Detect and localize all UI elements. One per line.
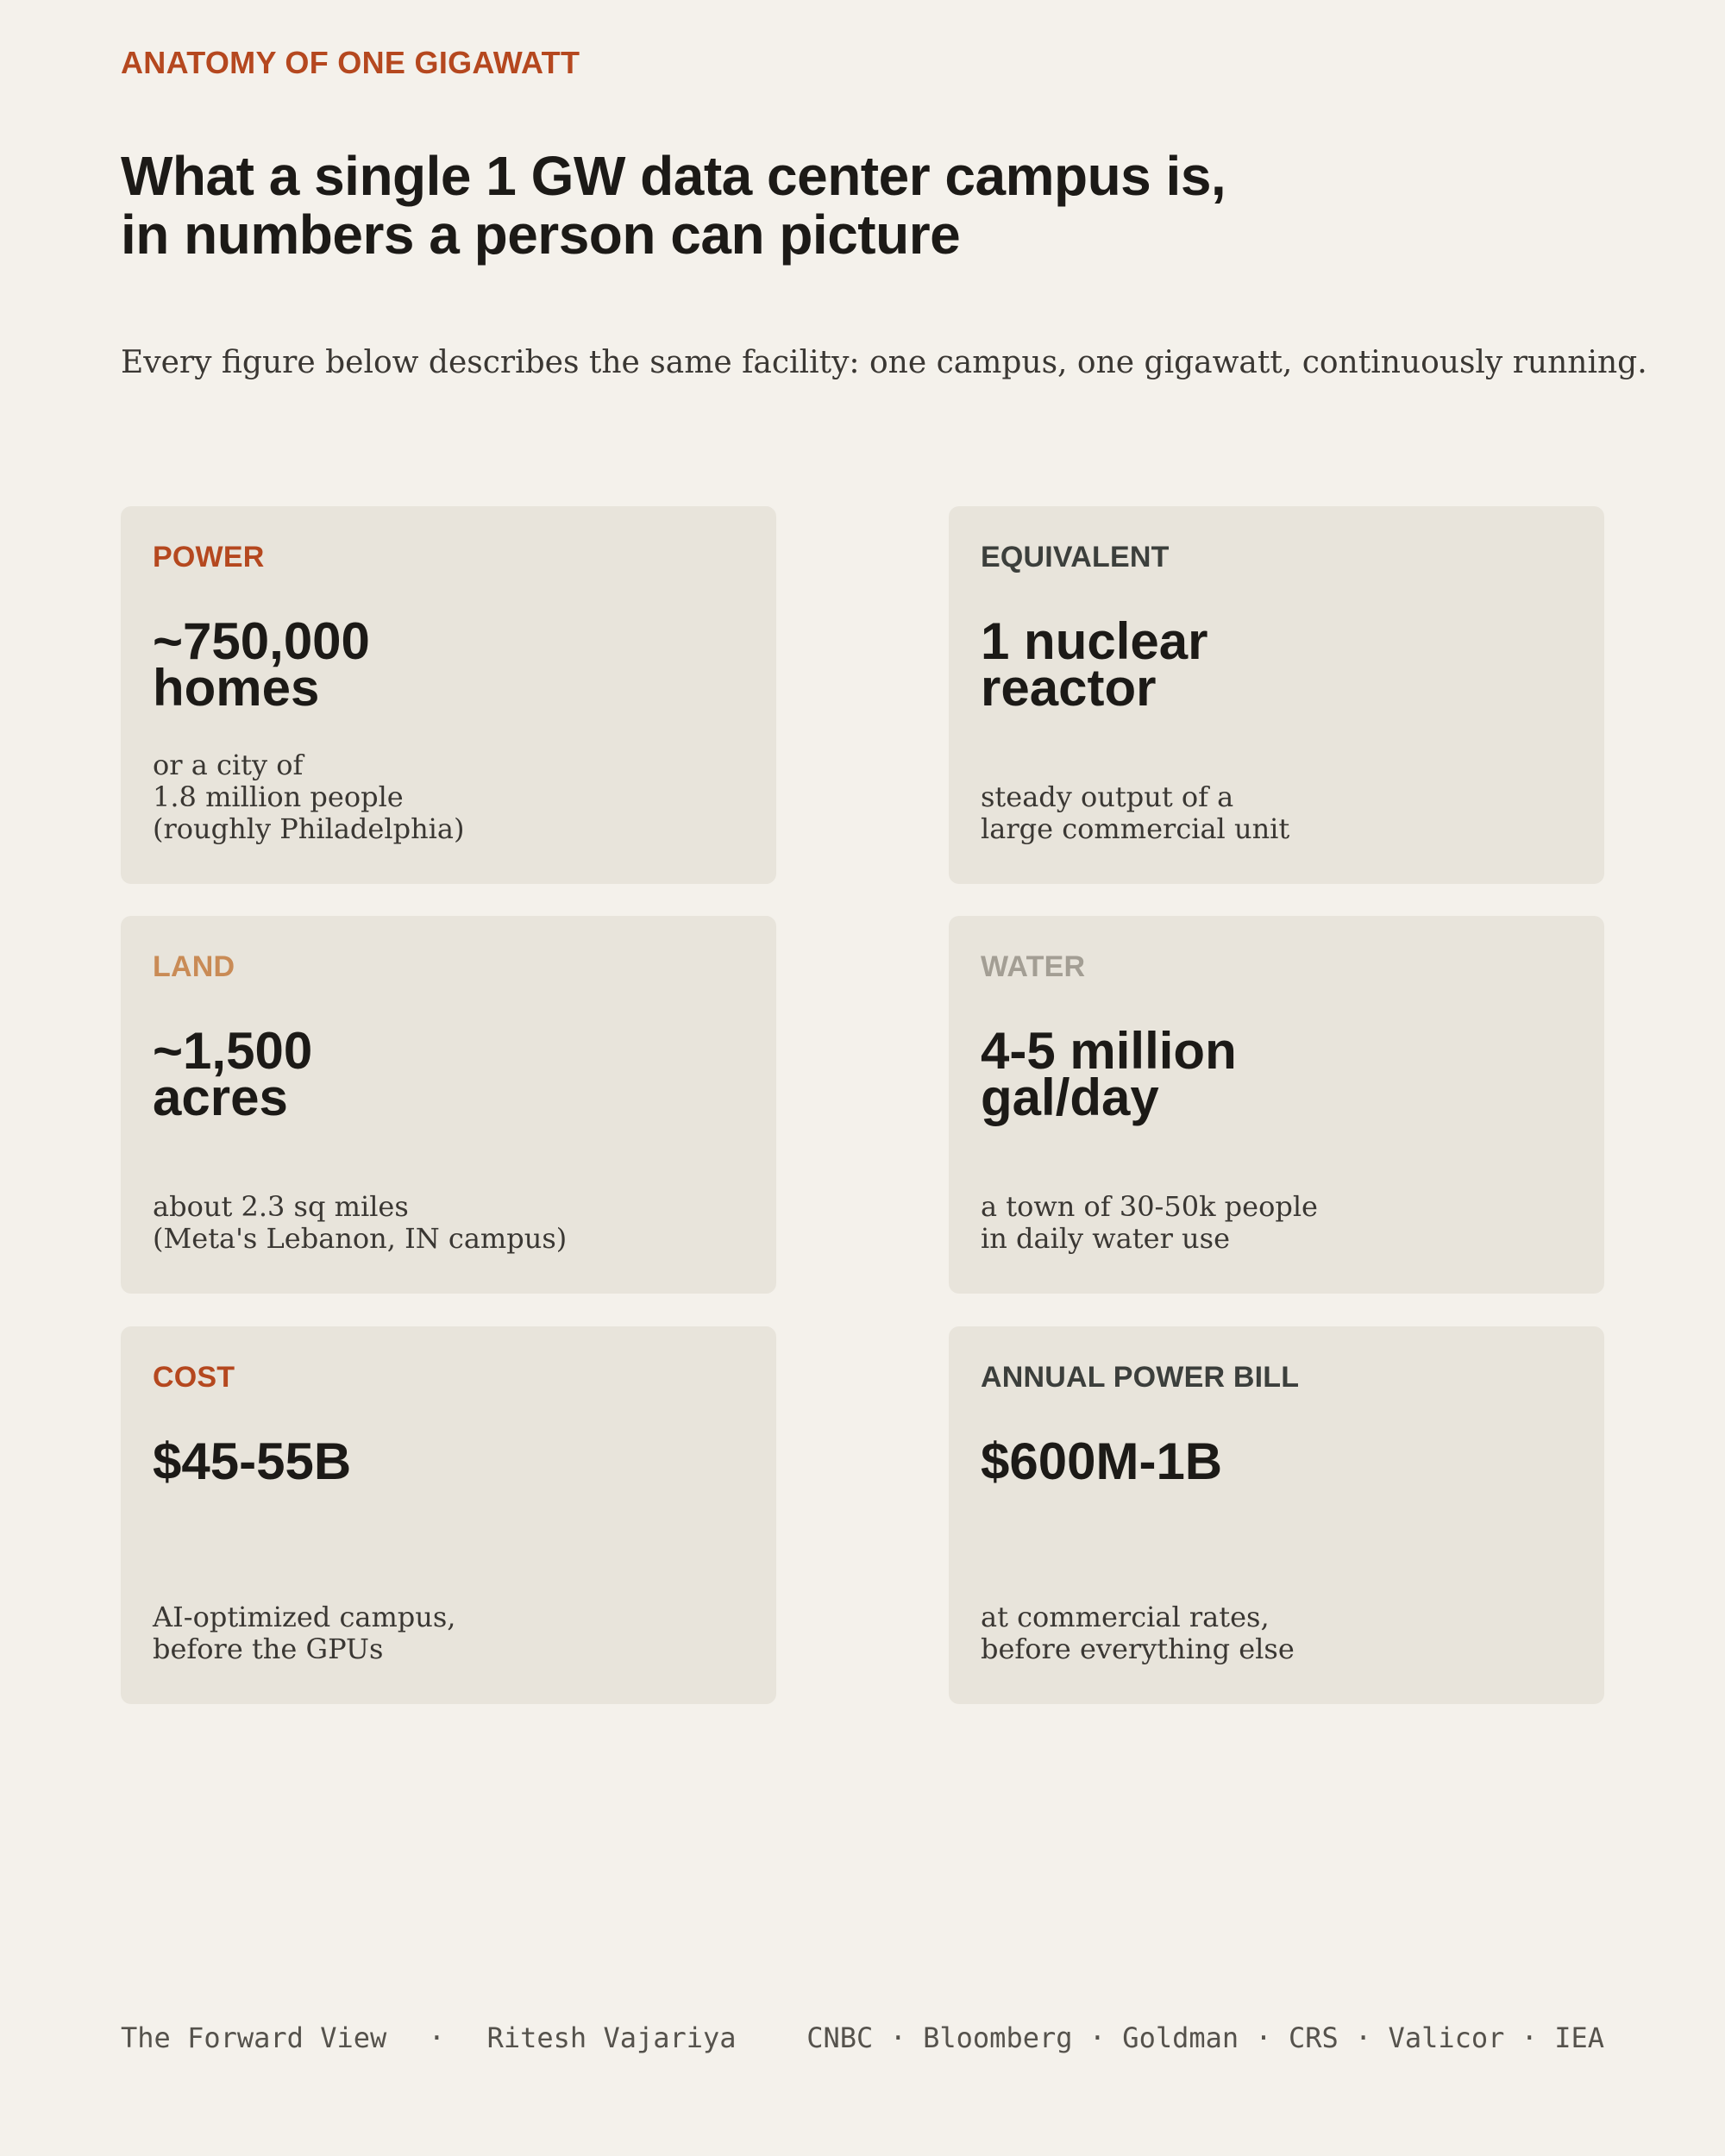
card-note-line: before everything else [981, 1633, 1295, 1665]
page-title [121, 147, 1414, 264]
separator-dot: · [1504, 2021, 1555, 2054]
card-value [153, 1022, 756, 1126]
card-note-line: or a city of [153, 749, 304, 781]
card-land [121, 916, 776, 1294]
card-note-line: steady output of a [981, 780, 1234, 813]
card-value-line: reactor [981, 659, 1157, 717]
footer-sources [806, 2021, 1604, 2054]
card-note [153, 1191, 756, 1255]
card-note-line: (roughly Philadelphia) [153, 812, 465, 845]
card-value-line: ~750,000 [153, 612, 370, 670]
page-title-line-2: in numbers a person can picture [121, 204, 961, 266]
card-label: POWER [153, 541, 265, 573]
card-value-line: gal/day [981, 1069, 1159, 1126]
card-value [981, 1432, 1584, 1490]
card-note-line: about 2.3 sq miles [153, 1190, 409, 1223]
card-label: ANNUAL POWER BILL [981, 1361, 1300, 1394]
card-note-line: before the GPUs [153, 1633, 384, 1665]
card-value-line: ~1,500 [153, 1022, 313, 1080]
card-value [153, 612, 756, 717]
eyebrow-title: ANATOMY OF ONE GIGAWATT [121, 45, 580, 80]
separator-dot: · [873, 2021, 924, 2054]
source-item: IEA [1554, 2021, 1604, 2054]
footer-publication: The Forward View [121, 2021, 387, 2054]
source-item: Goldman [1122, 2021, 1239, 2054]
card-note [153, 749, 756, 845]
card-value-line: $600M-1B [981, 1432, 1223, 1490]
card-value-line: $45-55B [153, 1432, 352, 1490]
card-note [153, 1601, 756, 1665]
card-label: LAND [153, 950, 235, 983]
source-item: Valicor [1388, 2021, 1505, 2054]
card-note-line: a town of 30-50k people [981, 1190, 1318, 1223]
card-note [981, 1601, 1584, 1665]
card-value [153, 1432, 756, 1490]
card-label: EQUIVALENT [981, 541, 1170, 573]
card-value [981, 612, 1584, 717]
card-equivalent [949, 506, 1604, 884]
card-value [981, 1022, 1584, 1126]
card-value-line: 4-5 million [981, 1022, 1237, 1080]
source-item: Bloomberg [923, 2021, 1073, 2054]
card-value-line: homes [153, 659, 320, 717]
footer-byline [121, 2021, 737, 2054]
card-note-line: large commercial unit [981, 812, 1290, 845]
card-note [981, 1191, 1584, 1255]
card-note-line: in daily water use [981, 1222, 1230, 1255]
card-note-line: (Meta's Lebanon, IN campus) [153, 1222, 568, 1255]
page-subtitle: Every figure below describes the same facility: one campus, one gigawatt, continuously running. [121, 345, 1647, 380]
card-value-line: acres [153, 1069, 288, 1126]
card-value-line: 1 nuclear [981, 612, 1208, 670]
card-note [981, 781, 1584, 845]
footer-author: Ritesh Vajariya [486, 2021, 737, 2054]
card-label: WATER [981, 950, 1086, 983]
card-note-line: AI-optimized campus, [153, 1601, 456, 1633]
separator-dot: · [1072, 2021, 1123, 2054]
card-cost [121, 1326, 776, 1704]
card-note-line: at commercial rates, [981, 1601, 1270, 1633]
card-label: COST [153, 1361, 235, 1394]
separator-dot: · [1239, 2021, 1289, 2054]
source-item: CNBC [806, 2021, 874, 2054]
card-annual-power-bill [949, 1326, 1604, 1704]
separator-dot: · [1338, 2021, 1389, 2054]
card-note-line: 1.8 million people [153, 780, 404, 813]
separator-dot: · [395, 2021, 479, 2054]
source-item: CRS [1288, 2021, 1339, 2054]
card-power [121, 506, 776, 884]
page-title-line-1: What a single 1 GW data center campus is, [121, 145, 1226, 207]
card-water [949, 916, 1604, 1294]
